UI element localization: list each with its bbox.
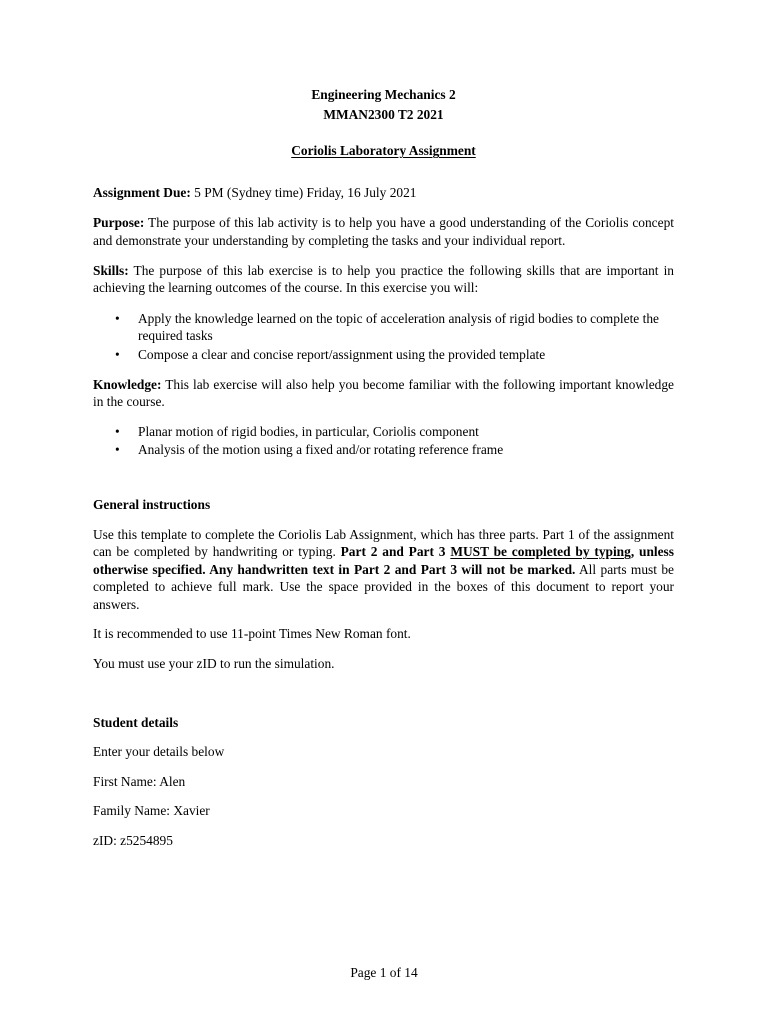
first-name-field: First Name: Alen bbox=[93, 773, 186, 789]
general-instructions-heading: General instructions bbox=[93, 496, 211, 512]
list-item bbox=[93, 346, 674, 364]
family-name-field: Family Name: Xavier bbox=[93, 803, 210, 819]
skills-text: The purpose of this lab exercise is to help you practice the following skills that are important in achieving the learning outcomes of the course. In this exercise you will: bbox=[93, 262, 674, 296]
skills-paragraph bbox=[93, 262, 674, 297]
bullet-icon: • bbox=[115, 310, 120, 326]
knowledge-text: This lab exercise will also help you become familiar with the following important knowledge in the course. bbox=[93, 376, 674, 410]
skills-list bbox=[93, 310, 674, 364]
assignment-due-label: Assignment Due: bbox=[93, 184, 191, 200]
assignment-due-text: 5 PM (Sydney time) Friday, 16 July 2021 bbox=[190, 184, 417, 200]
list-item-text: Apply the knowledge learned on the topic of acceleration analysis of rigid bodies to complete the required tasks bbox=[138, 310, 659, 344]
list-item-text: Analysis of the motion using a fixed and/or rotating reference frame bbox=[138, 442, 504, 458]
list-item-text: Planar motion of rigid bodies, in particular, Coriolis component bbox=[138, 423, 479, 439]
purpose-text: The purpose of this lab activity is to help you have a good understanding of the Coriolis concept and demonstrate your understanding by completing the tasks and your individual report. bbox=[93, 215, 674, 248]
course-title: Engineering Mechanics 2 bbox=[311, 87, 456, 102]
zid-field: zID: z5254895 bbox=[93, 833, 173, 849]
purpose-label: Purpose: bbox=[93, 215, 145, 231]
bullet-icon: • bbox=[115, 442, 120, 458]
list-item bbox=[93, 441, 674, 459]
zid-note: You must use your zID to run the simulation. bbox=[93, 656, 335, 672]
general-instructions-text-2: All parts must be completed to achieve full mark. Use the space provided in the boxes of this document to report your answers. bbox=[93, 561, 674, 612]
general-instructions-bold-1: Part 2 and Part 3 bbox=[340, 544, 451, 560]
bullet-icon: • bbox=[115, 423, 120, 439]
page-number: Page 1 of 14 bbox=[350, 965, 418, 980]
list-item-text: Compose a clear and concise report/assignment using the provided template bbox=[138, 346, 546, 362]
knowledge-paragraph bbox=[93, 376, 674, 411]
general-instructions-bold-2: , unless otherwise specified. Any handwritten text in Part 2 and Part 3 will not be marked. bbox=[93, 544, 674, 577]
student-details-instruction: Enter your details below bbox=[93, 744, 225, 760]
general-instructions-paragraph bbox=[93, 526, 674, 614]
assignment-due bbox=[93, 184, 674, 202]
knowledge-label: Knowledge: bbox=[93, 376, 162, 392]
skills-label: Skills: bbox=[93, 262, 129, 278]
font-note: It is recommended to use 11-point Times New Roman font. bbox=[93, 626, 411, 642]
bullet-icon: • bbox=[115, 346, 120, 362]
assignment-title: Coriolis Laboratory Assignment bbox=[291, 143, 476, 159]
list-item bbox=[93, 423, 674, 441]
student-details-heading: Student details bbox=[93, 714, 179, 730]
knowledge-list bbox=[93, 423, 674, 459]
document-content bbox=[93, 86, 674, 850]
general-instructions-emphasis: MUST be completed by typing bbox=[450, 544, 631, 560]
list-item bbox=[93, 310, 674, 345]
general-instructions-text-1: Use this template to complete the Coriolis Lab Assignment, which has three parts. Part 1 of the assignment can be completed by handwriting or typing. bbox=[93, 526, 674, 560]
purpose-paragraph bbox=[93, 214, 674, 249]
course-code: MMAN2300 T2 2021 bbox=[323, 106, 444, 122]
